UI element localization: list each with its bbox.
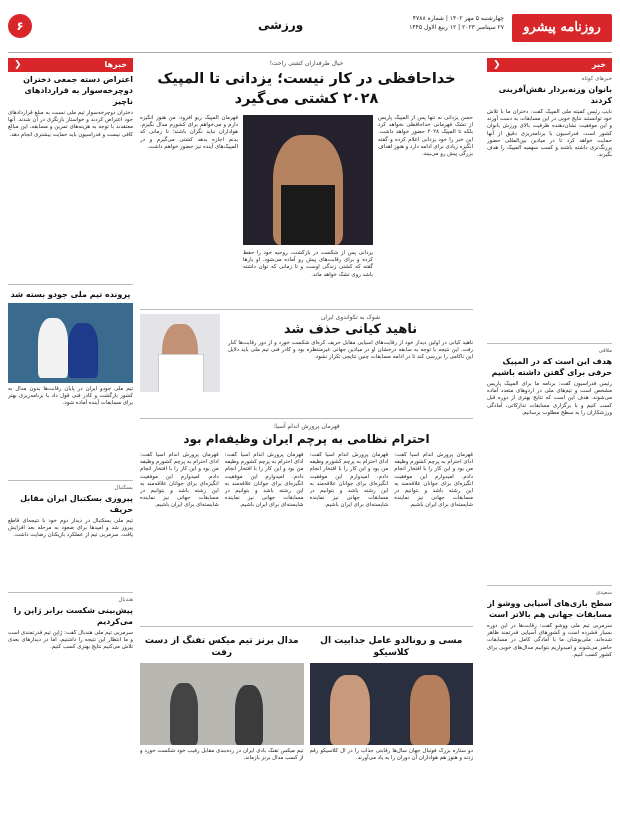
news-tab: خبرها ❮ [8, 58, 133, 72]
article-body: نایب رئیس کمیته ملی المپیک گفت: دختران ما با تلاش خود توانستند نتایج خوبی در این مسابقات به دست آورند و این موفقیت نشان‌دهنده ظرفیت بالای ورزش بانوان کشور است. فدراسیون با برنامه‌ریزی دقیق از آنها حمایت خواهد کرد تا در میادین بین‌المللی حضور پررنگ‌تری داشته باشند و کسب سهمیه المپیک را هدف بگیرند. [487, 109, 612, 159]
issue-info: چهارشنبه ۵ مهر ۱۴۰۲ | شماره ۴۷۸۸ ۲۷ سپتامبر ۲۰۲۳ | ۱۲ ربیع الاول ۱۴۴۵ [409, 15, 504, 31]
lead-headline: خداحافظی در کار نیست؛ یزدانی تا المپیک ۲۰۲۸ کشتی می‌گیرد [157, 71, 456, 107]
header-divider [8, 52, 612, 53]
article-body: سرمربی تیم ملی هندبال گفت: ژاپن تیم قدرتمندی است و ما انتظار این نتیجه را داشتیم، اما در دیدارهای بعدی تلاش می‌کنیم نتایج بهتری کسب کنیم. [8, 630, 133, 651]
article-title: اعتراض دسته جمعی دختران دوچرخه‌سوار به قراردادهای ناچیز [23, 75, 133, 106]
main-column: خیال طرفداران کشتی راحت! خداحافظی در کار نیست؛ یزدانی تا المپیک ۲۰۲۸ کشتی می‌گیرد حسن یزدانی نه تنها پس از المپیک پاریس از تشک فهرمانی خداحافظی نخواهد کرد بلکه تا المپیک ۲۰۲۸ حضور خواهد داشت. این خبر را خود یزدانی اعلام کرده و گفته انگیزه زیادی برای ادامه دارد و هنوز اهداف بزرگی پیش رو می‌بیند. یزدانی پس از شکست در بازگشت، روحیه خود را حفظ کرده و برای رقابت‌های پیش رو آماده می‌شود. او بارها گفته که کشتی زندگی اوست و تا زمانی که توان داشته باشد روی تشک خواهد ماند. قهرمان المپیک ریو افزود: من هنوز انگیزه دارم و می‌خواهم برای کشورم مدال بگیرم. هواداران نباید نگران باشند؛ تا زمانی که بدنم اجازه بدهد کشتی می‌گیرم و در المپیک‌های آینده نیز حضور خواهم داشت. شوک به تکواندوی ایران ناهید کیانی حذف شد ناهید کیانی در اولین دیدار خود از رقابت‌های آسیایی مقابل حریف کره‌ای شکست خورد و از دور رقابت‌ها کنار رفت. این نتیجه با توجه به سابقه درخشان او در میادین جهانی غیرمنتظره بود و کادر فنی تیم ملی باید دلایل این ناکامی را بررسی کند تا در ادامه مسابقات چنین نتایجی تکرار نشود. قهرمان پرورش اندام آسیا: احترام نظامی به پرچم ایران وظیفه‌ام بود قهرمان پرورش اندام آسیا گفت: ادای احترام به پرچم کشورم وظیفه من بود و این کار را با افتخار انجام دادم. امیدوارم این موفقیت انگیزه‌ای برای جوانان علاقه‌مند به این رشته باشد و بتوانیم در مسابقات جهانی نیز نماینده شایسته‌ای برای ایران باشیم. قهرمان پرورش اندام آسیا گفت: ادای احترام به پرچم کشورم وظیفه من بود و این کار را با افتخار انجام دادم. امیدوارم این موفقیت انگیزه‌ای برای جوانان علاقه‌مند به این رشته باشد و بتوانیم در مسابقات جهانی نیز نماینده شایسته‌ای برای ایران باشیم. قهرمان پرورش اندام آسیا گفت: ادای احترام به پرچم کشورم وظیفه من بود و این کار را با افتخار انجام دادم. امیدوارم این موفقیت انگیزه‌ای برای جوانان علاقه‌مند به این رشته باشد و بتوانیم در مسابقات جهانی نیز نماینده شایسته‌ای برای ایران باشیم. قهرمان پرورش اندام آسیا گفت: ادای احترام به پرچم کشورم وظیفه من بود و این کار را با افتخار انجام دادم. امیدوارم این موفقیت انگیزه‌ای برای جوانان علاقه‌مند به این رشته باشد و بتوانیم در مسابقات جهانی نیز نماینده شایسته‌ای برای ایران باشیم. مسی و رونالدو عامل جذابیت ال کلاسیکو دو ستاره بزرگ فوتبال جهان سال‌ها رقابتی جذاب را در ال کلاسیکو رقم زدند و هنوز هم هواداران آن دوران را به یاد می‌آورند. مدال برنز تیم میکس تفنگ از دست رفت تیم میکس تفنگ بادی ایران در رده‌بندی مقابل رقیب خود شکست خورد و از کسب مدال برنز بازماند. [140, 58, 473, 828]
article-body: دختران دوچرخه‌سوار تیم ملی نسبت به مبلغ قراردادهای خود اعتراض کردند و خواستار بازنگری در آن شدند. آنها معتقدند با توجه به هزینه‌های تمرین و مسابقه، این مبالغ کافی نیست و فدراسیون باید حمایت بیشتری انجام دهد. [8, 110, 133, 138]
story-title: احترام نظامی به پرچم ایران وظیفه‌ام بود [183, 432, 430, 446]
story-title: ناهید کیانی حذف شد [283, 322, 418, 337]
article-title: پیش‌بینی شکست برابر ژاپن را می‌کردیم [13, 606, 133, 626]
lead-story: حسن یزدانی نه تنها پس از المپیک پاریس از تشک فهرمانی خداحافظی نخواهد کرد بلکه تا المپیک ۲۰۲۸ حضور خواهد داشت. این خبر را خود یزدانی اعلام کرده و گفته انگیزه زیادی برای ادامه دارد و هنوز اهداف بزرگی پیش رو می‌بیند. یزدانی پس از شکست در بازگشت، روحیه خود را حفظ کرده و برای رقابت‌های پیش رو آماده می‌شود. او بارها گفته که کشتی زندگی اوست و تا زمانی که توان داشته باشد روی تشک خواهد ماند. قهرمان المپیک ریو افزود: من هنوز انگیزه دارم و می‌خواهم برای کشورم مدال بگیرم. هواداران نباید نگران باشند؛ تا زمانی که بدنم اجازه بدهد کشتی می‌گیرم و در المپیک‌های آینده نیز حضور خواهم داشت. [140, 115, 473, 278]
article-body: سرمربی تیم ملی ووشو گفت: رقابت‌ها در این دوره بسیار فشرده است و کشورهای آسیایی قدرتمند ظاهر شده‌اند. ملی‌پوشان ما با آمادگی کامل در مسابقات حاضر می‌شوند و امیدواریم بتوانیم مدال‌های خوبی برای کشور کسب کنیم. [487, 623, 612, 658]
shooting-story: مدال برنز تیم میکس تفنگ از دست رفت تیم میکس تفنگ بادی ایران در رده‌بندی مقابل رقیب خود شکست خورد و از کسب مدال برنز بازماند. [140, 636, 304, 762]
football-story: مسی و رونالدو عامل جذابیت ال کلاسیکو دو ستاره بزرگ فوتبال جهان سال‌ها رقابتی جذاب را در ال کلاسیکو رقم زدند و هنوز هم هواداران آن دوران را به یاد می‌آورند. [309, 636, 473, 762]
taekwondo-photo [140, 314, 220, 392]
article-body: تیم ملی جودو ایران در پایان رقابت‌ها بدون مدال به کشور بازگشت و کادر فنی قول داد با برنامه‌ریزی بهتر برای مسابقات آینده آماده شود. [8, 386, 133, 407]
story-title: مدال برنز تیم میکس تفنگ از دست رفت [144, 636, 299, 658]
article-body: رئیس فدراسیون گفت: برنامه ما برای المپیک پاریس مشخص است و تیم‌های ملی در اردوهای متعدد آماده می‌شوند. هدف این است که نتایج بهتری از دوره قبل کسب کنیم و با برگزاری مسابقات تدارکاتی، آمادگی ورزشکاران را به سطح مطلوب برسانیم. [487, 381, 612, 416]
chevron-icon: ❮ [493, 60, 501, 70]
page-header [8, 8, 612, 48]
article-title: سطح بازی‌های آسیایی ووشو از مسابقات جهانی هم بالاتر است [487, 599, 612, 619]
section-title: ورزشی [258, 18, 304, 32]
kiani-story: شوک به تکواندوی ایران ناهید کیانی حذف شد ناهید کیانی در اولین دیدار خود از رقابت‌های آسیایی مقابل حریف کره‌ای شکست خورد و از دور رقابت‌ها کنار رفت. این نتیجه با توجه به سابقه درخشان او در میادین جهانی غیرمنتظره بود و کادر فنی تیم ملی باید دلایل این ناکامی را بررسی کند تا در ادامه مسابقات چنین نتایجی تکرار نشود. [140, 314, 473, 414]
right-column: خبر ❮ خبرهای کوتاه بانوان وزنه‌بردار نقش‌آفرینی کردند نایب رئیس کمیته ملی المپیک گفت: دختران ما با تلاش خود توانستند نتایج خوبی در این مسابقات به دست آورند و این موفقیت نشان‌دهنده ظرفیت بالای ورزش بانوان کشور است. فدراسیون با برنامه‌ریزی دقیق از آنها حمایت خواهد کرد تا در میادین بین‌المللی حضور پررنگ‌تری داشته باشند و کسب سهمیه المپیک را هدف بگیرند. ملاقی هدف این است که در المپیک حرفی برای گفتن داشته باشیم رئیس فدراسیون گفت: برنامه ما برای المپیک پاریس مشخص است و تیم‌های ملی در اردوهای متعدد آماده می‌شوند. هدف این است که نتایج بهتری از دوره قبل کسب کنیم و با برگزاری مسابقات تدارکاتی، آمادگی ورزشکاران را به سطح مطلوب برسانیم. سعیدی سطح بازی‌های آسیایی ووشو از مسابقات جهانی هم بالاتر است سرمربی تیم ملی ووشو گفت: رقابت‌ها در این دوره بسیار فشرده است و کشورهای آسیایی قدرتمند ظاهر شده‌اند. ملی‌پوشان ما با آمادگی کامل در مسابقات حاضر می‌شوند و امیدواریم بتوانیم مدال‌های خوبی برای کشور کسب کنیم. [487, 58, 612, 828]
chevron-icon: ❮ [14, 60, 22, 70]
left-column: خبرها ❮ اعتراض دسته جمعی دختران دوچرخه‌سوار به قراردادهای ناچیز دختران دوچرخه‌سوار تیم ملی نسبت به مبلغ قراردادهای خود اعتراض کردند و خواستار بازنگری در آن شدند. آنها معتقدند با توجه به هزینه‌های تمرین و مسابقه، این مبالغ کافی نیست و فدراسیون باید حمایت بیشتری انجام دهد. پرونده تیم ملی جودو بسته شد تیم ملی جودو ایران در پایان رقابت‌ها بدون مدال به کشور بازگشت و کادر فنی قول داد با برنامه‌ریزی بهتر برای مسابقات آینده آماده شود. بسکتبال پیروزی بسکتبال ایران مقابل حریف تیم ملی بسکتبال در دیدار دوم خود با نتیجه‌ای قاطع پیروز شد و امیدها برای صعود به مرحله بعد افزایش یافت. سرمربی تیم از عملکرد بازیکنان رضایت داشت. هندبال پیش‌بینی شکست برابر ژاپن را می‌کردیم سرمربی تیم ملی هندبال گفت: ژاپن تیم قدرتمندی است و ما انتظار این نتیجه را داشتیم، اما در دیدارهای بعدی تلاش می‌کنیم نتایج بهتری کسب کنیم. [8, 58, 133, 828]
judo-photo [8, 303, 133, 383]
article-title: پرونده تیم ملی جودو بسته شد [10, 290, 131, 299]
football-photo [310, 663, 474, 745]
wrestler-photo [243, 115, 373, 245]
article-title: پیروزی بسکتبال ایران مقابل حریف [20, 494, 133, 514]
page-number: ۶ [8, 14, 32, 38]
story-title: مسی و رونالدو عامل جذابیت ال کلاسیکو [320, 636, 463, 658]
article-title: بانوان وزنه‌بردار نقش‌آفرینی کردند [498, 85, 612, 105]
news-tab: خبر ❮ [487, 58, 612, 72]
article-title: هدف این است که در المپیک حرفی برای گفتن داشته باشیم [491, 357, 612, 377]
article-body: تیم ملی بسکتبال در دیدار دوم خود با نتیجه‌ای قاطع پیروز شد و امیدها برای صعود به مرحله بعد افزایش یافت. سرمربی تیم از عملکرد بازیکنان رضایت داشت. [8, 518, 133, 539]
newspaper-logo: روزنامه پیشرو [512, 14, 612, 42]
shooting-photo [140, 663, 304, 745]
